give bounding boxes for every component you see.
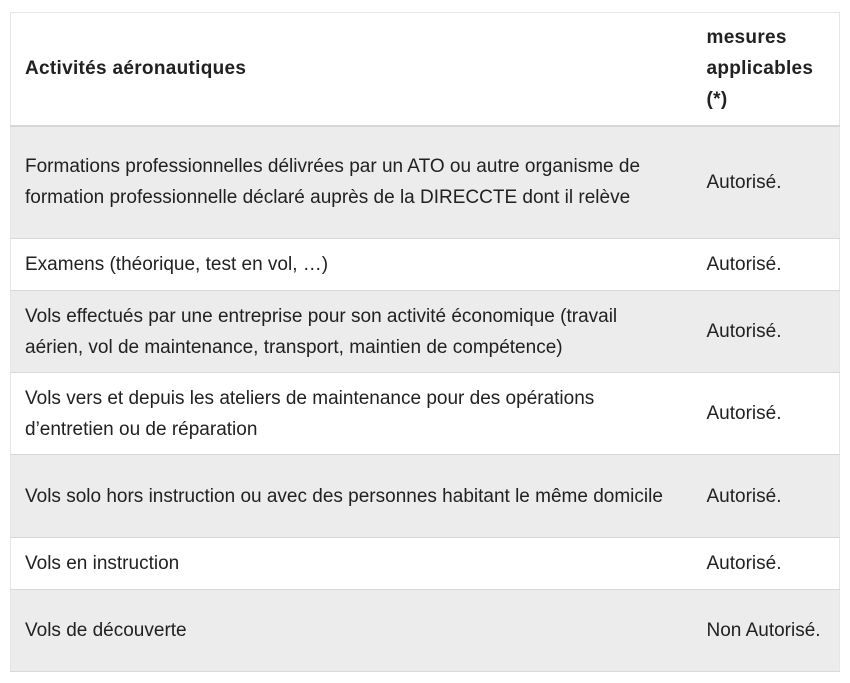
table-row <box>11 373 840 455</box>
table-header-row <box>11 13 840 126</box>
header-measures: mesures applicables (*) <box>693 13 840 126</box>
header-activities: Activités aéronautiques <box>11 13 693 126</box>
table-row <box>11 590 840 672</box>
status-cell: Autorisé. <box>693 538 840 590</box>
status-cell: Non Autorisé. <box>693 590 840 672</box>
activity-cell: Vols vers et depuis les ateliers de maintenance pour des opérations d’entretien ou de réparation <box>11 373 693 455</box>
status-cell: Autorisé. <box>693 126 840 239</box>
table-row <box>11 291 840 373</box>
activity-cell: Vols de découverte <box>11 590 693 672</box>
activities-table <box>10 12 840 672</box>
activity-cell: Examens (théorique, test en vol, …) <box>11 239 693 291</box>
status-cell: Autorisé. <box>693 373 840 455</box>
status-cell: Autorisé. <box>693 291 840 373</box>
table-row <box>11 455 840 538</box>
table-row <box>11 239 840 291</box>
activity-cell: Vols en instruction <box>11 538 693 590</box>
activity-cell: Vols effectués par une entreprise pour son activité économique (travail aérien, vol de maintenance, transport, maintien de compétence) <box>11 291 693 373</box>
status-cell: Autorisé. <box>693 239 840 291</box>
activities-table-container <box>10 12 839 672</box>
status-cell: Autorisé. <box>693 455 840 538</box>
table-row <box>11 126 840 239</box>
activity-cell: Vols solo hors instruction ou avec des personnes habitant le même domicile <box>11 455 693 538</box>
table-row <box>11 538 840 590</box>
activity-cell: Formations professionnelles délivrées par un ATO ou autre organisme de formation professionnelle déclaré auprès de la DIRECCTE dont il relève <box>11 126 693 239</box>
